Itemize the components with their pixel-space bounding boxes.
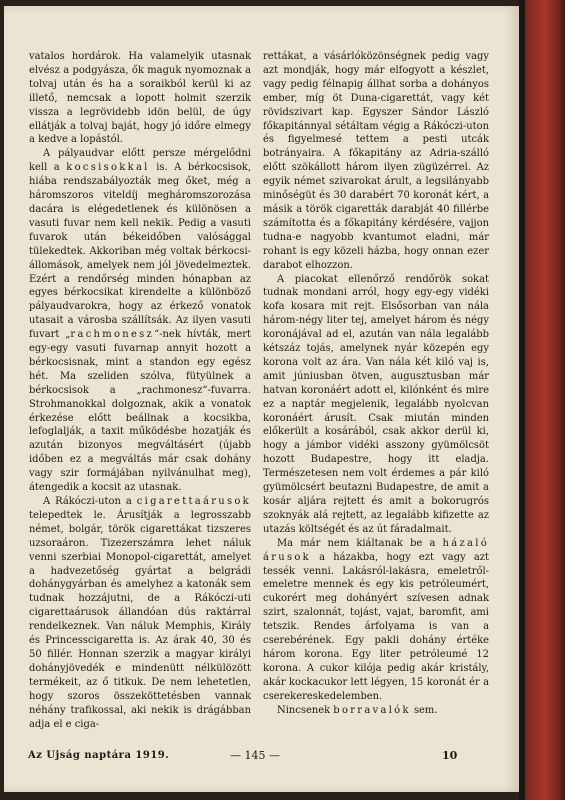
book-binding bbox=[519, 0, 565, 800]
spaced-term: cigarettaárusok bbox=[136, 496, 251, 507]
footer-publication: Az Ujság naptára 1919. bbox=[28, 750, 170, 761]
signature-mark: 10 bbox=[442, 749, 458, 762]
paragraph: vatalos hordárok. Ha valamelyik utasnak elvész a podgyásza, ők maguk nyomoznak a tolvaj után és ha a soraikból kerül ki az illető, nemcsak a lopott holmit szerzik vissza a legrövidebb idön belül, de úgy ellátják a tolvaj baját, hogy jó időre elmegy a kedve a lopástól. bbox=[29, 51, 251, 146]
paragraph: A pályaudvar előtt persze mérgelődni kell a kocsisokkal is. A bérkocsisok, hiába rendszabályozták meg őket, még a háromszoros viteldíj megháromszorozása dacára is elégedetlenek és különösen a vasuti fuvar nem kell nekik. Pedig a vasuti fuvarok után békeidőben valósággal tülekedtek. Akkoriban még voltak bérkocsi-állomások, amelyek nem jól jövedelmeztek. Ezért a rendőrség minden hónapban az egyes bérkocsikat kirendelte a különböző pályaudvarokra, hogy az érkező vonatok utasait a városba szállítsák. Az ilyen vasuti fuvart „rachmonesz“-nek hívták, mert egy-egy vasuti fuvarnap annyit hozott a bérkocsisnak, mint a standon egy egész hét. Ma szeliden szólva, fütyülnek a bérkocsisok a „rachmonesz“-fuvarra. Strohmanokkal dolgoznak, akik a vonatok érkezése előtt beállnak a kocsikba, lefoglalják, a taxit működésbe hozatják és azután bizonyos megváltásért (újabb időben ez a megváltás már csak dohány vagy szir formájában nyilvánulhat meg), átengedik a kocsit az utasnak. bbox=[29, 148, 251, 494]
spaced-term: házaló árusok bbox=[263, 537, 489, 563]
paragraph: Nincsenek borravalók sem. bbox=[277, 704, 438, 716]
page-footer bbox=[28, 750, 488, 766]
page-number: — 145 — bbox=[230, 749, 280, 762]
right-text-column bbox=[263, 50, 489, 718]
spaced-term: kocsisokkal bbox=[66, 162, 150, 174]
spaced-term: borravalók bbox=[333, 704, 411, 716]
paragraph: A piacokat ellenőrző rendőrök sokat tudnak mondani arról, hogy egy-egy vidéki kofa kosara mit rejt. Elsősorban van nála három-négy liter tej, amelyet három és négy koronájával ad el, azután van nála legalább kétszáz tojás, amelynek nyár közepén egy korona volt az ára. Van nála két kiló vaj is, amit júniusban ötven, augusztusban már hatvan koronáért adott el, kilónként és mire ez a naptár megjelenik, legalább nyolcvan koronáért árusít. Csak miután minden előkerült a kosárából, csak akkor derül ki, hogy a jámbor vidéki asszony gyümölcsöt hozott Budapestre, hogy itt eladja. Természetesen nem volt érdemes a pár kiló gyümölcsért beutazni Budapestre, de amit a kosár aljára rejtett és amit a bokorugrós szoknyák alá rejtett, az legalább kifizette az utazás költségét és az út fáradalmait. bbox=[263, 273, 489, 535]
paragraph: A Rákóczi-uton a cigarettaárusok telepedtek le. Árusítják a legrosszabb német, bolgár, török cigarettákat tizszeres uzsoraáron. Tizezerszámra lehet náluk venni szerbiai Monopol-cigarettát, amelyet a hadvezetőség gyártat a belgrádi dohánygyárban és amelyhez a katonák sem tudnak hozzájutni, de a Rákóczi-uti cigarettaárusok állandóan dús raktárral rendelkeznek. Van náluk Memphis, Király és Princesscigaretta is. Az árak 40, 30 és 50 fillér. Honnan szerzik a magyar királyi dohányjövedék e mindenütt nélkülözött termékeit, az ő titkuk. De nem lehetetlen, hogy szoros összeköttetésben vannak néhány trafikossal, aki nekik is drágábban adja el e ciga- bbox=[29, 496, 251, 730]
paragraph: Ma már nem kiáltanak be a házaló árusok a házakba, hogy ezt vagy azt tessék venni. Lakásról-lakásra, emeletről-emeletre mennek és egy kis petróleumért, cukorért meg dohányért szívesen adnak szirt, szalonnát, tojást, vajat, baromfit, ami tetszik. Rendes árfolyama is van a cserebérének. Egy pakli dohány értéke három korona. Egy liter petróleumé 12 korona. A cukor kilója pedig akár kristály, akár kockacukor lett légyen, 15 koronát ér a cserekereskedelemben. bbox=[263, 537, 489, 702]
left-text-column bbox=[29, 50, 251, 731]
spaced-term: rachmonesz bbox=[70, 329, 155, 341]
paragraph: rettákat, a vásárlóközönségnek pedig vagy azt mondják, hogy már elfogyott a készlet, vagy pedig félnapig állhat sorba a dohányos ember, míg öt Duna-cigarettát, vagy két rövidszivart kap. Egyszer Sándor László főkapitánnyal sétáltam végig a Rákóczi-uton és figyelmesé tettem a pesti utcák botrányaira. A főkapitány az Adria-szálló előtt szökállott három ilyen zügüzérrel. Az egyik német szivarokat árult, a legsilányabb minőségüt és 30 darabért 70 koronát kért, a másik a török cigaretták darabját 40 fillérbe számította és a főkapitány kérdésére, vajjon tudna-e nagyobb kvantumot eladni, már rohant is egy közeli házba, hogy onnan ezer darabot elhozzon. bbox=[263, 51, 489, 271]
